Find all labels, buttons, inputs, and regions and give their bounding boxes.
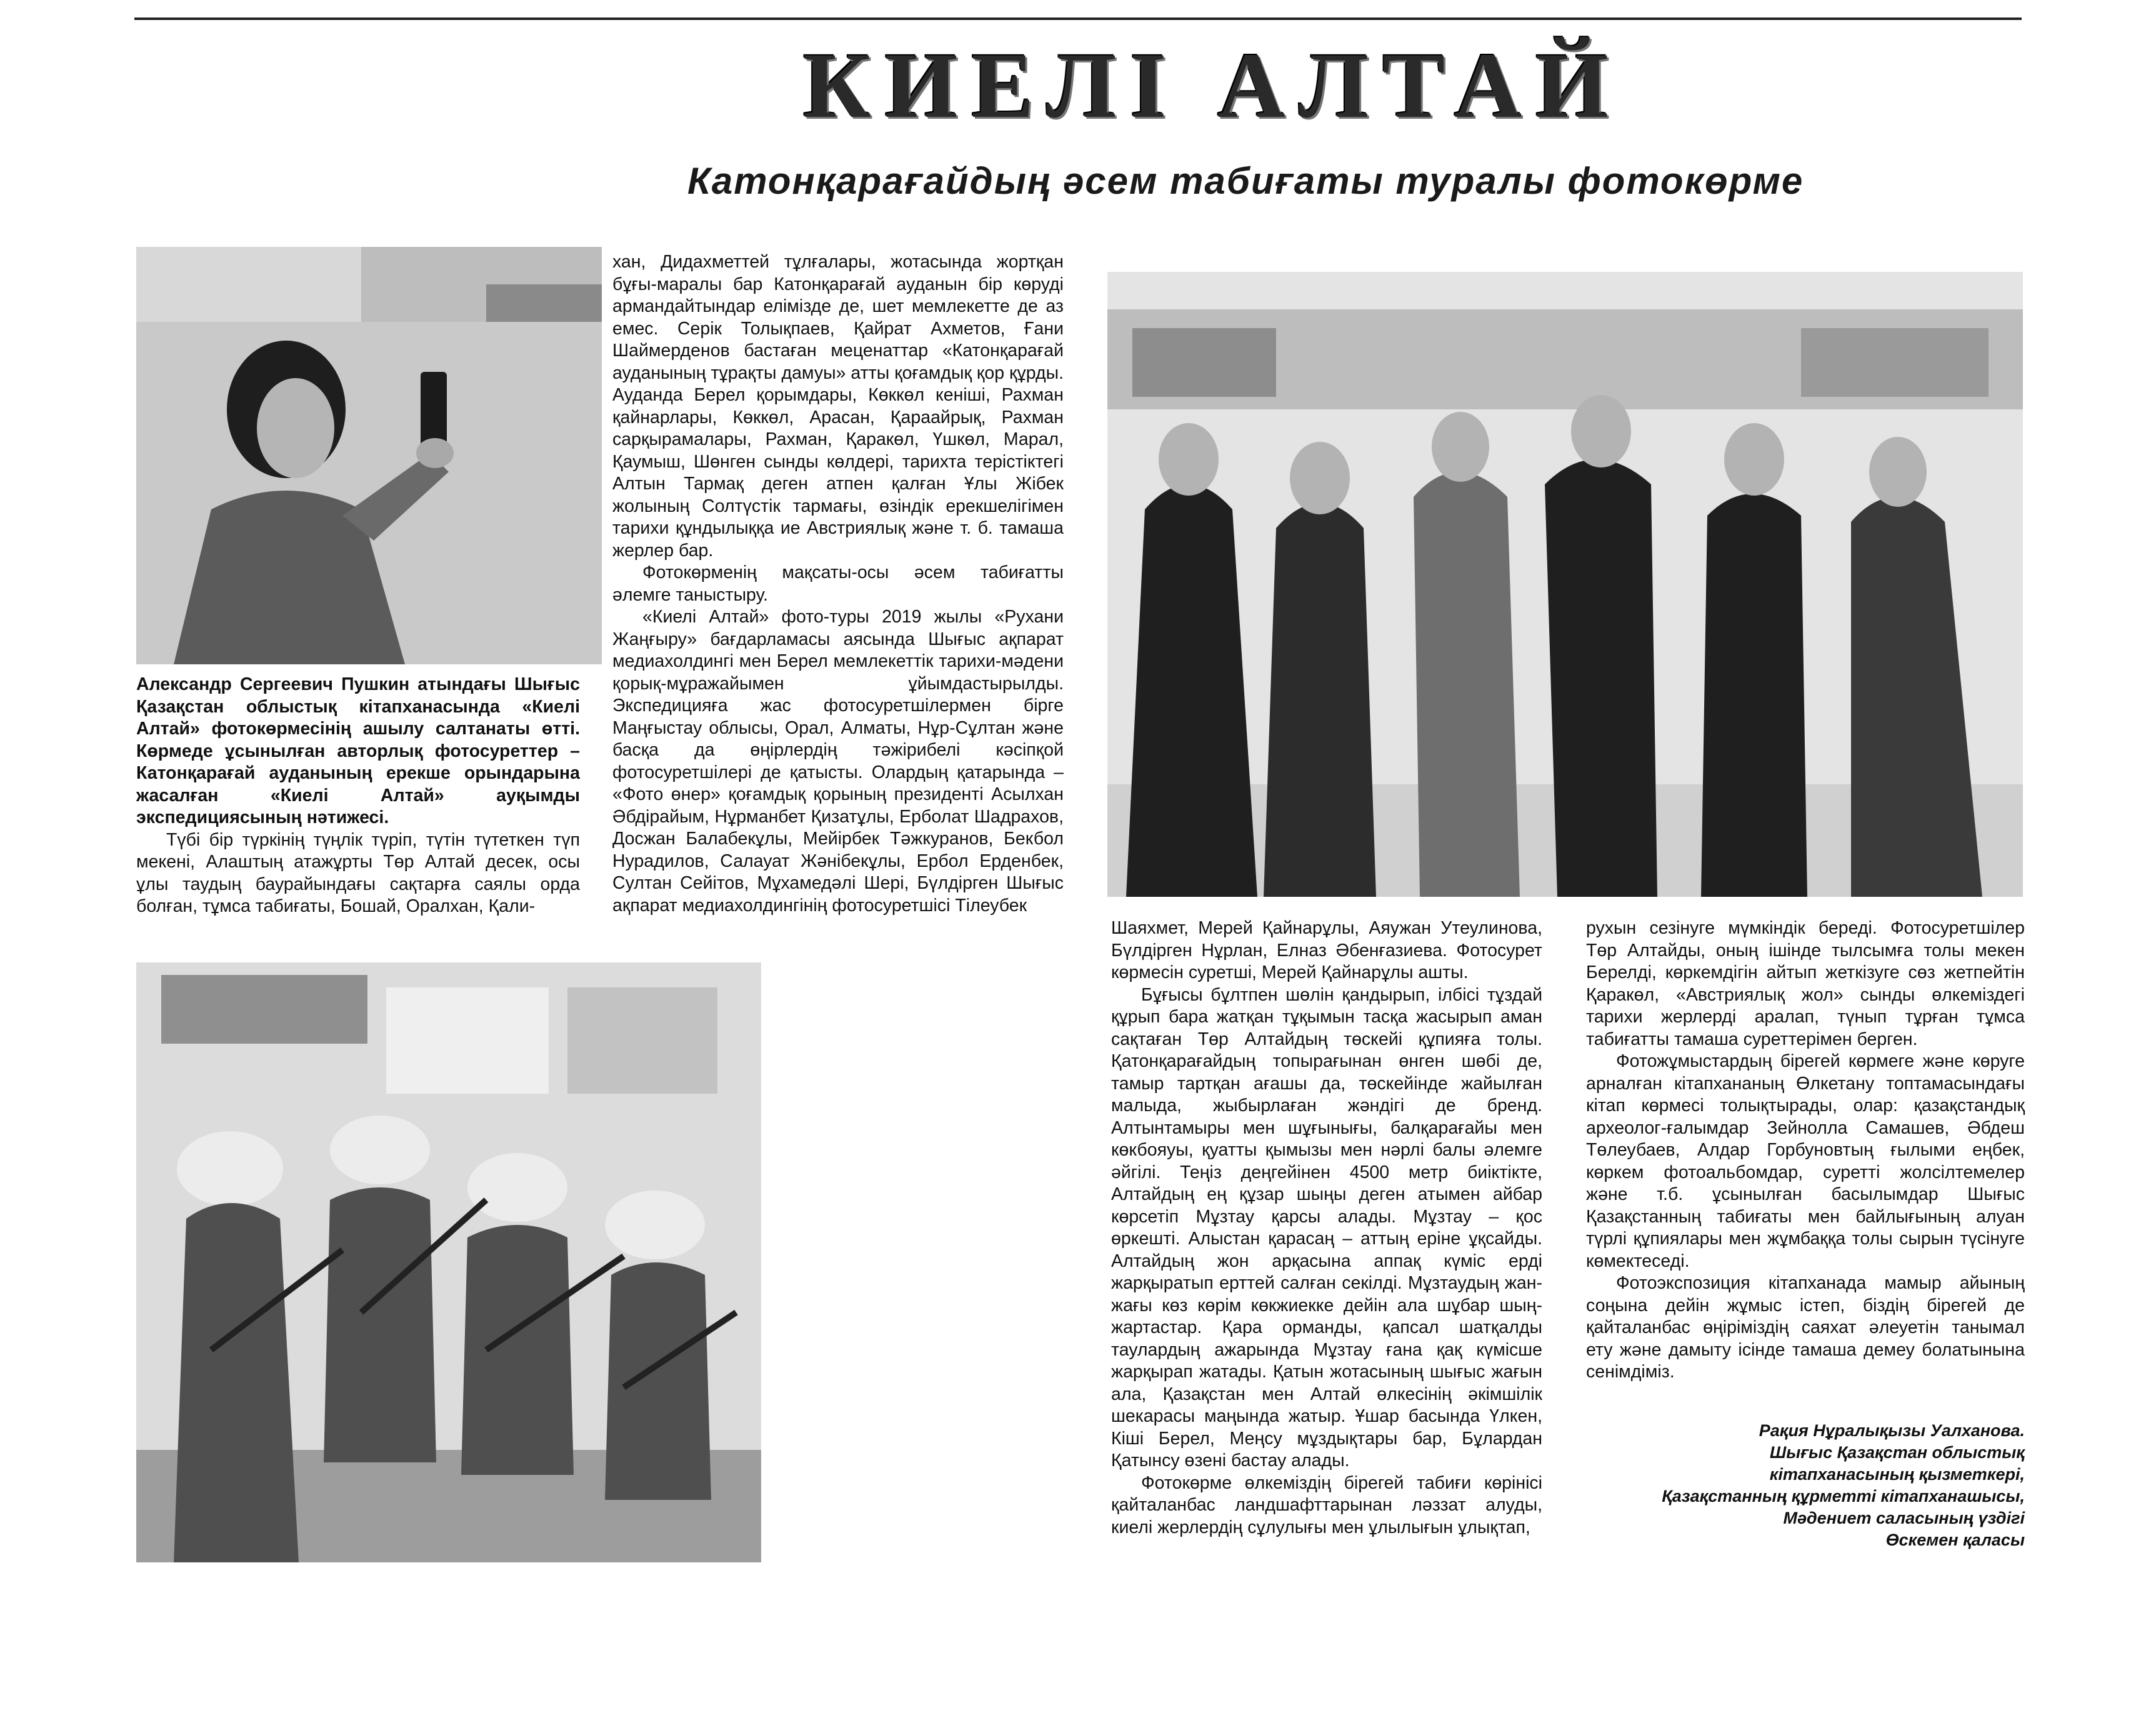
paragraph: Фотокөрме өлкеміздің бірегей табиғи көрінісі қайталанбас ландшафттарынан ләззат алуды, киелі жерлердің сұлулығы мен ұлылығын ұлықтап,: [1111, 1472, 1542, 1537]
paragraph: Бұғысы бұлтпен шөлін қандырып, ілбісі тұздай құрып бара жатқан тұқымын тасқа жасырып аман сақтаған Төр Алтайдың төскейі құпияға толы. Қатонқарағайдың топырағынан өнген шөбі де, тамыр тартқан ағашы да, төскейінде жайылған малыда, жыбырлаған жәндігі де бренд. Алтынтамыры мен шұғынығы, балқарағайы мен көкбояуы, қуатты қымызы мен нәрлі балы әлемге әйгілі. Теңіз деңгейінен 4500 метр биіктікте, Алтайдың ең құзар шыңы деген атымен айбар көрсетіп Мұзтау қарсы алады. Мұзтау – қос өркешті. Алыстан қарасаң – аттың еріне ұқсайды. Алтайдың жон арқасына аппақ күміс ерді жарқыратып ерттей салған секілді. Мұзтаудың жан-жағы көз көрім көкжиекке дейін ала шұбар шың-жартастар. Қара орманды, қапсал шатқалды таулардың ажарында Мұзтау ғана қақ күмісше жарқырап жатады. Қатын жотасының шығыс жағын ала, Қазақстан мен Алтай өлкесінің әкімшілік шекарасы маңында жатыр. Ұшар басында Үлкен, Кіші Берел, Меңсу мұздықтары бар, Бұлардан Қатынсу өзені бастау алады.: [1111, 984, 1542, 1471]
paragraph: хан, Дидахметтей тұлғалары, жотасында жортқан бұғы-маралы бар Катонқарағай ауданын бір көруді армандайтындар елімізде де, шет мемлекетте де аз емес. Серік Толықпаев, Қайрат Ахметов, Ғани Шаймерденов бастаған меценаттар «Катонқарағай ауданының тұрақты дамуы» атты қоғамдық қор құрды. Ауданда Берел қорымдары, Көккөл кеніші, Рахман қайнарлары, Көккөл, Арасан, Қараайрық, Рахман сарқырамалары, Рахман, Қаракөл, Үшкөл, Марал, Қаумыш, Шөнген сынды көлдері, тарихта терістіктегі Алтын Тармақ деген атпен қалған Ұлы Жібек жолының Солтүстік тармағы, өзіндік ерекшелігімен тарихи құндылыққа ие Австриялық және т. б. тамаша жерлер бар.: [612, 252, 1064, 561]
article-title: КИЕЛІ АЛТАЙ: [803, 34, 1622, 137]
column-4: [1586, 917, 2025, 1384]
author-title: Мәдениет саласының үздігі: [1783, 1509, 2025, 1527]
author-name: Рақия Нұралықызы Уалханова.: [1759, 1421, 2025, 1440]
author-signature: [1556, 1420, 2025, 1551]
paragraph: «Киелі Алтай» фото-туры 2019 жылы «Рухани Жаңғыру» бағдарламасы аясында Шығыс ақпарат медиахолдингі мен Берел мемлекеттік тарихи-мәдени қорық-мұражайымен ұйымдастырылды. Экспедицияға жас фотосуретшілермен бірге Маңғыстау облысы, Орал, Алматы, Нұр-Сұлтан және басқа да өңірлердің тәжірибелі кәсіпқой фотосуретшілері де қатысты. Олардың қатарында – «Фото өнер» қоғамдық қорының президенті Асылхан Әбдірайым, Нұрманбет Қизатұлы, Ерболат Шадрахов, Досжан Балабекұлы, Мейірбек Тәжкуранов, Бекбол Нурадилов, Салауат Жәнібекұлы, Ербол Ерденбек, Султан Сейітов, Мұхамедәлі Шері, Бүлдірген Шығыс ақпарат медиахолдингінің фотосуретшісі Тілеубек: [612, 607, 1064, 916]
paragraph: Фотоэкспозиция кітапханада мамыр айының соңына дейін жұмыс істеп, біздің бірегей де қайталанбас өңіріміздің саяхат әлеуетін танымал ету және дамыту ісінде тамаша демеу болатынына сенімдіміз.: [1586, 1273, 2025, 1382]
photo-woman-with-phone: [136, 247, 602, 664]
paragraph: Фотожұмыстардың бірегей көрмеге және көруге арналған кітапхананың Өлкетану топтамасындағы кітап көрмесі толықтырады, олар: қазақстандық археолог-ғалымдар Зейнолла Самашев, Әбдеш Төлеубаев, Алдар Горбуновтың ғылыми еңбек, көркем фотоальбомдар, суретті жолсілтемелер және т.б. ұсынылған басылымдар Шығыс Қазақстанның табиғаты мен байлығының алуан түрлі құпиялары мен жұмбаққа толы сырын түсінуге көмектеседі.: [1586, 1051, 2025, 1271]
column-2: [612, 251, 1064, 917]
author-position: Шығыс Қазақстан облыстық: [1769, 1443, 2025, 1462]
photo-group-of-six: [1107, 272, 2023, 897]
lead-paragraph: Александр Сергеевич Пушкин атындағы Шығыс Қазақстан облыстық кітапханасында «Киелі Алтай» фотокөрмесінің ашылу салтанаты өтті. Көрмеде ұсынылған авторлық фотосуреттер – Катонқарағай ауданының ерекше орындарына жасалған «Киелі Алтай» ауқымды экспедициясының нәтижесі.: [136, 674, 580, 827]
author-position: кітапханасының қызметкері,: [1769, 1465, 2025, 1484]
article-subtitle: Катонқарағайдың әсем табиғаты туралы фотокөрме: [687, 160, 1804, 202]
author-title: Қазақстанның құрметті кітапханашысы,: [1662, 1487, 2025, 1506]
paragraph: Шаяхмет, Мерей Қайнарұлы, Аяужан Утеулинова, Бүлдірген Нұрлан, Елназ Әбенғазиева. Фотосурет көрмесін суретші, Мерей Қайнарұлы ашты.: [1111, 918, 1542, 982]
paragraph: рухын сезінуге мүмкіндік береді. Фотосуретшілер Төр Алтайды, оның ішінде тылсымға толы мекен Берелді, көркемдігін айтып жеткізуге сөз жетпейтін Қаракөл, «Австриялық жол» сынды өлкеміздегі тарихи жерлерді аралап, түнып тұрған тұмса табиғатты тамаша суреттерімен берген.: [1586, 918, 2025, 1049]
paragraph: Түбі бір түркінің түңлік түріп, түтін түтеткен түп мекені, Алаштың атажұрты Төр Алтай десек, осы ұлы таудың баурайындағы сақтарға саялы орда болған, тұмса табиғаты, Бошай, Оралхан, Қали-: [136, 829, 580, 916]
top-rule: [134, 17, 2022, 20]
column-3: [1111, 917, 1542, 1539]
column-1: [136, 674, 580, 918]
paragraph: Фотокөрменің мақсаты-осы әсем табиғатты әлемге таныстыру.: [612, 562, 1064, 605]
author-city: Өскемен қаласы: [1885, 1531, 2025, 1549]
photo-dombra-musicians: [136, 962, 761, 1562]
